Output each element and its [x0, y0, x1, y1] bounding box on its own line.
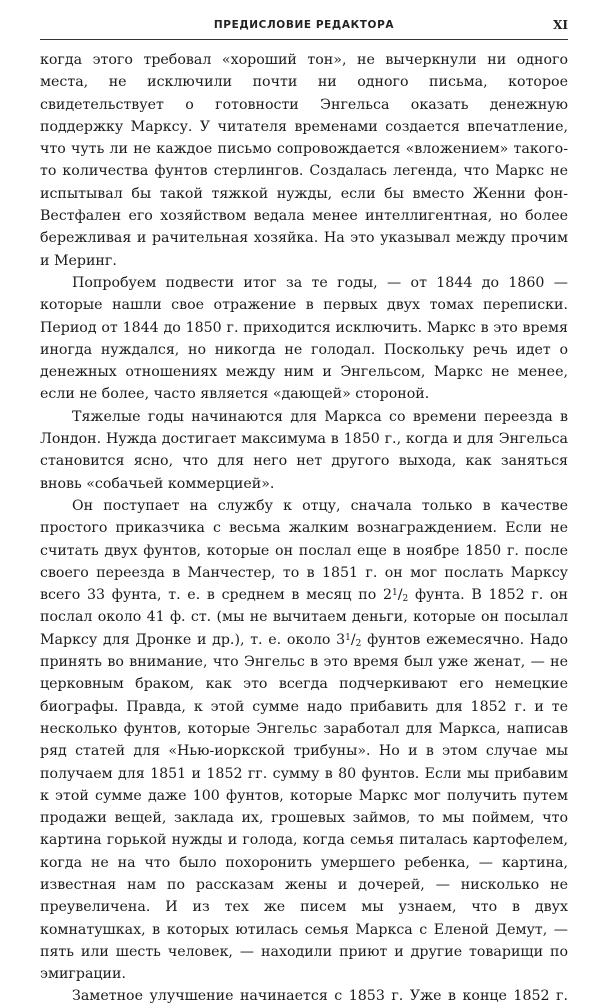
fraction-1-slash: /	[397, 587, 403, 604]
fraction-2-numerator: 1	[345, 632, 351, 643]
fraction-1-numerator: 1	[391, 588, 398, 599]
fraction-2-slash: /	[350, 631, 356, 648]
paragraph-1: когда этого требовал «хороший тон», не вычеркнули ни одного места, не исключили почти ни одного письма, которое свидетельствует о готовности Энгельса оказать денежную поддержку Марксу. У читателя временами создается впечатление, что чуть ли не каждое письмо сопровождается «вложением» такого-то количества фунтов стерлингов. Создалась легенда, что Маркс не испытывал бы такой тяжкой нужды, если бы вместо Женни фон-Вестфален его хозяйством ведала менее интеллигентная, но более бережливая и рачительная хозяйка. На это указывал между прочим и Меринг.	[40, 52, 568, 269]
header-rule	[40, 39, 568, 40]
paragraph-5: Заметное улучшение начинается с 1853 г. Уже в конце 1852 г.	[72, 988, 568, 1005]
paragraph-4-part-a: Он поступает на службу к отцу, сначала только в качестве простого приказчика с весьма жалким вознаграждением. Если не считать двух фунтов, которые он послал еще в ноябре 1850 г. после своего переезда в Манчестер, то в 1851 г. он мог послать Марксу всего 33 фунта, т. е. в среднем в месяц по 2	[40, 497, 568, 604]
paragraph-3: Тяжелые годы начинаются для Маркса со времени переезда в Лондон. Нужда достигает максимума в 1850 г., когда и для Энгельса становится ясно, что для него нет другого выхода, как заняться вновь «собачьей коммерцией».	[40, 408, 568, 492]
body-text	[40, 49, 568, 1008]
paragraph-4-part-c: фунтов ежемесячно. Надо принять во внимание, что Энгельс в это время был уже женат, — не церковным браком, как это всегда подчеркивают его немецкие биографы. Правда, к этой сумме надо прибавить для 1852 г. и те несколько фунтов, которые Энгельс заработал для Маркса, написав ряд статей для «Нью-иоркской трибуны». Но и в этом случае мы получаем для 1851 и 1852 гг. сумму в 80 фунтов. Если мы прибавим к этой сумме даже 100 фунтов, которые Маркс мог получить путем продажи вещей, заклада их, грошевых займов, то мы поймем, что картина горькой нужды и голода, когда семья питалась картофелем, когда не на что было похоронить умершего ребенка, — картина, известная нам по рассказам жены и дочерей, — нисколько не преувеличена. И из тех же писем мы узнаем, что в двух комнатушках, в которых ютилась семья Маркса с Еленой Демут, — пять или шесть человек, — находили приют и другие товарищи по эмиграции.	[40, 631, 569, 983]
page-number: XI	[553, 18, 568, 32]
paragraph-2: Попробуем подвести итог за те годы, — от 1844 до 1860 — которые нашли свое отражение в первых двух томах переписки. Период от 1844 до 1850 г. приходится исключить. Маркс в это время иногда нуждался, но никогда не голодал. Поскольку речь идет о денежных отношениях между ним и Энгельсом, Маркс не менее, если не более, часто является «дающей» стороной.	[40, 274, 568, 403]
running-title: ПРЕДИСЛОВИЕ РЕДАКТОРА	[213, 19, 395, 31]
paragraph-4-part-b: фунта. В 1852 г. он послал около 41 ф. ст. (мы не вычитаем деньги, которые он посылал Марксу для Дронке и др.), т. е. около 3	[40, 587, 568, 648]
paragraph-4	[40, 495, 568, 986]
fraction-1-denominator: 2	[402, 594, 409, 605]
running-head	[40, 19, 568, 37]
fraction-2-denominator: 2	[355, 638, 362, 649]
